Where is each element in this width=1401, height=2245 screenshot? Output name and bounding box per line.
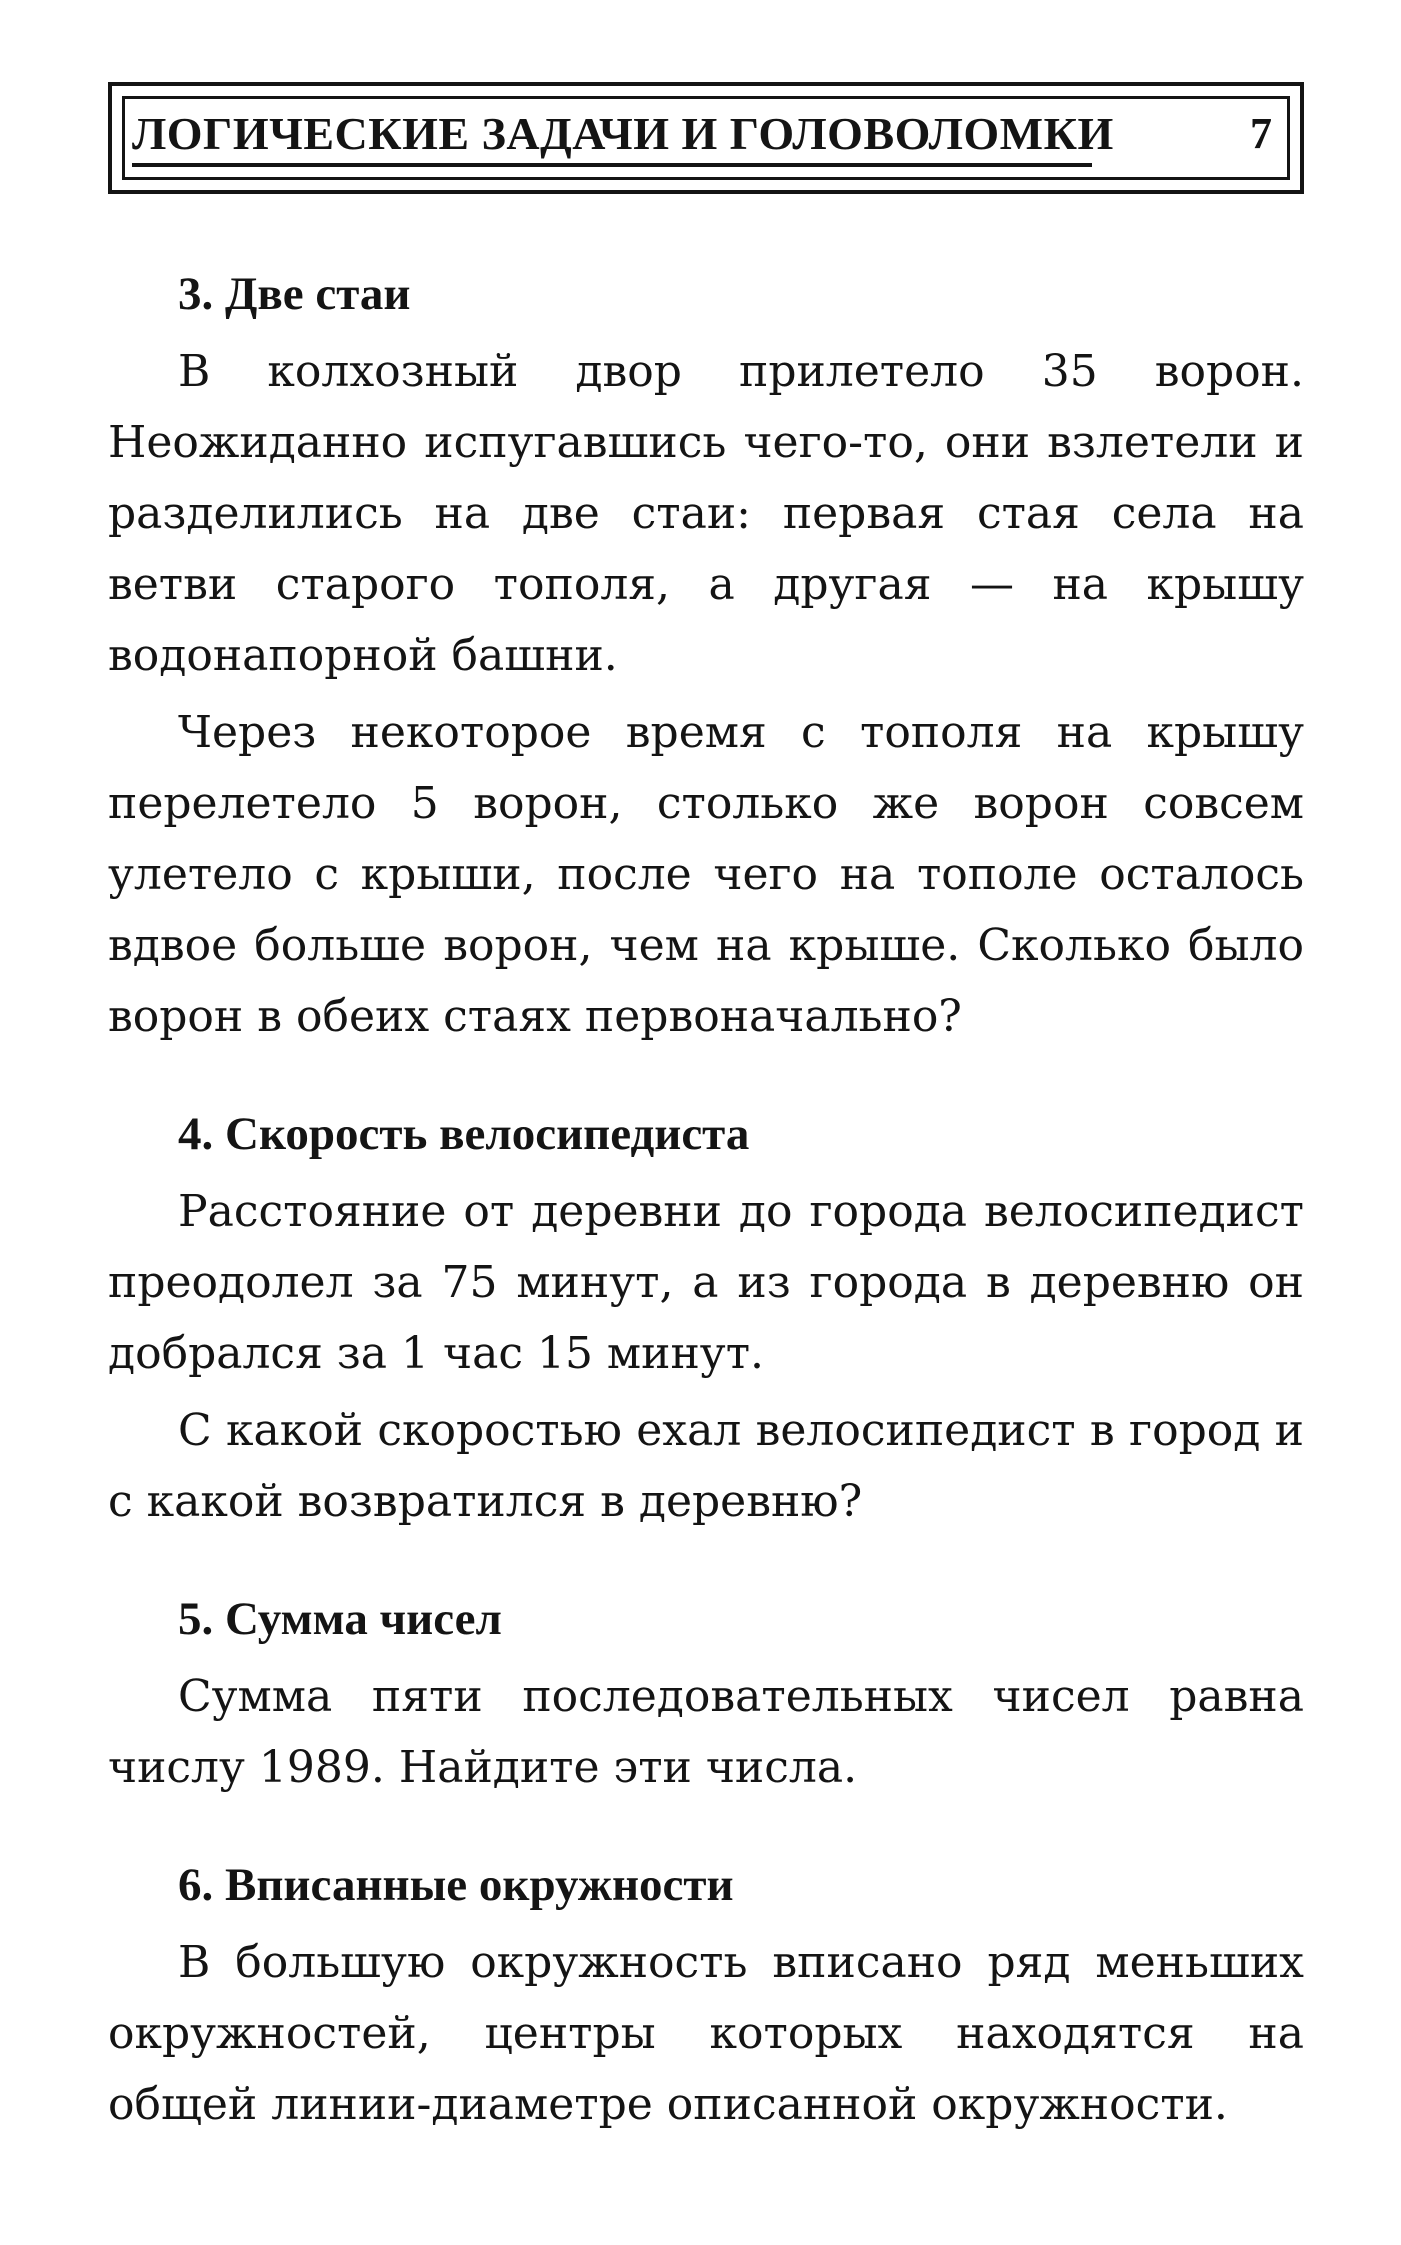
problem-title: 3. Две стаи [178,268,411,320]
running-header-title: ЛОГИЧЕСКИЕ ЗАДАЧИ И ГОЛОВОЛОМКИ [132,108,1114,159]
problem-title: 4. Скорость велосипедиста [178,1108,750,1160]
problem-paragraph: В большую окружность вписано ряд меньших окружностей, центры которых находятся на общей линии-диаметре описанной окружности. [108,1937,1304,2130]
page-number: 7 [1250,109,1272,158]
problem-section-5 [108,1589,1304,1803]
header-underline [132,163,1092,167]
problem-paragraph: Расстояние от деревни до города велосипедист преодолел за 75 минут, а из города в деревню он добрался за 1 час 15 минут. [108,1186,1304,1379]
running-header [108,82,1304,194]
problem-paragraph: Через некоторое время с тополя на крышу перелетело 5 ворон, столько же ворон совсем улетело с крыши, после чего на тополе осталось вдвое больше ворон, чем на крыше. Сколько было ворон в обеих стаях первоначально? [108,707,1304,1042]
page-content [108,264,1304,2140]
book-page [108,82,1304,2192]
problem-section-3 [108,264,1304,1052]
problem-title: 6. Вписанные окружности [178,1859,734,1911]
problem-section-4 [108,1104,1304,1537]
problem-paragraph: Сумма пяти последовательных чисел равна числу 1989. Найдите эти числа. [108,1671,1304,1793]
problem-title: 5. Сумма чисел [178,1593,502,1645]
problem-paragraph: В колхозный двор прилетело 35 ворон. Неожиданно испугавшись чего-то, они взлетели и разделились на две стаи: первая стая села на ветви старого тополя, а другая — на крышу водонапорной башни. [108,346,1304,681]
problem-section-6 [108,1855,1304,2140]
problem-paragraph: С какой скоростью ехал велосипедист в город и с какой возвратился в деревню? [108,1405,1304,1527]
